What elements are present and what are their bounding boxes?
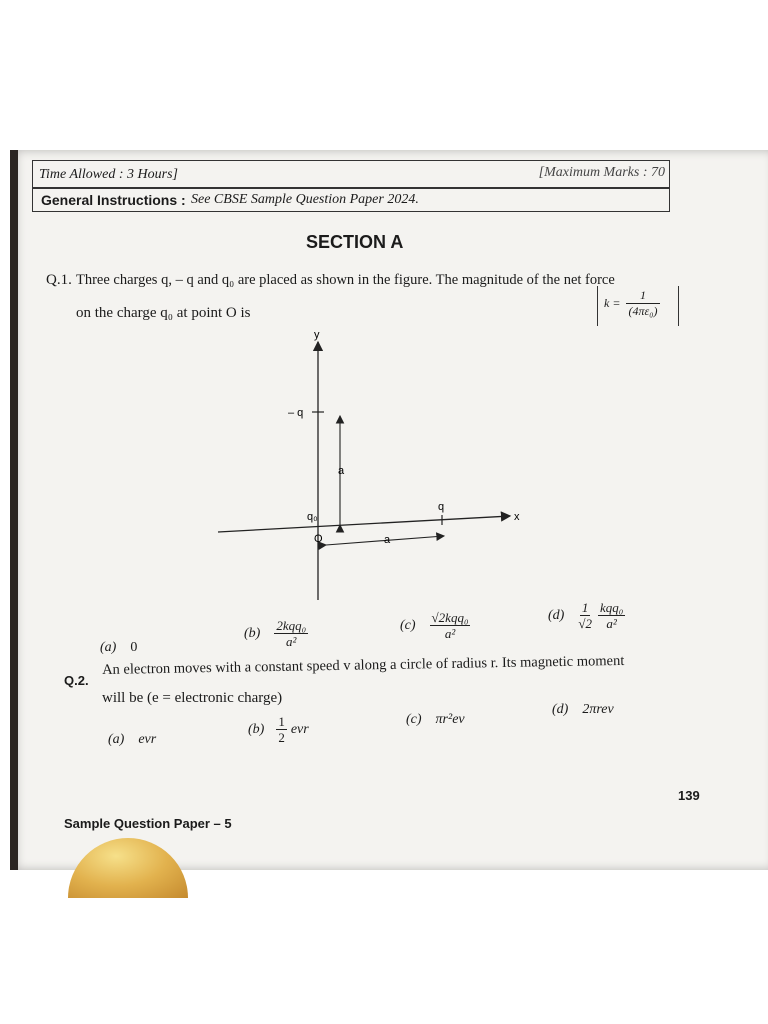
- y-axis-label: y: [314, 330, 320, 341]
- option-label: (b): [248, 722, 265, 738]
- charge-diagram: [210, 330, 530, 605]
- paper-title: Sample Question Paper – 5: [64, 816, 232, 831]
- option-prefactor: [578, 600, 592, 631]
- q0-label: q₀: [307, 511, 318, 523]
- option-value: 0: [130, 640, 138, 655]
- fraction-numerator: 2kqq₀: [276, 618, 307, 633]
- instructions-label: General Instructions :: [41, 192, 186, 208]
- option-value: πr²ev: [435, 712, 465, 727]
- q1-option-a[interactable]: [100, 638, 137, 656]
- header-row-time: [32, 160, 670, 188]
- option-label: (b): [244, 626, 261, 642]
- fraction-numerator: √2kqq₀: [431, 610, 469, 625]
- option-label: (a): [108, 732, 125, 747]
- option-label: (d): [548, 608, 565, 624]
- option-fraction: [430, 610, 471, 641]
- q2-option-c[interactable]: [406, 710, 465, 728]
- hint-fraction: [626, 288, 660, 319]
- instructions-text: See CBSE Sample Question Paper 2024.: [191, 192, 419, 207]
- option-label: (c): [400, 618, 416, 634]
- vertical-distance-label: a: [338, 465, 345, 477]
- q1-option-b[interactable]: [244, 618, 308, 649]
- x-axis: [218, 516, 510, 532]
- constant-hint: [597, 286, 679, 326]
- prefactor-denominator: √2: [578, 616, 592, 631]
- option-fraction: [598, 600, 625, 631]
- q-label: q: [438, 501, 445, 513]
- q2-text-line2: will be (e = electronic charge): [102, 690, 283, 706]
- option-value: evr: [138, 732, 157, 747]
- hint-numerator: 1: [626, 288, 660, 304]
- q2-option-b[interactable]: [248, 714, 309, 745]
- fraction-denominator: a²: [606, 616, 617, 631]
- option-fraction: [274, 618, 308, 649]
- option-value: 2πrev: [582, 702, 614, 717]
- q2-text-line1: An electron moves with a constant speed v along a circle of radius r. Its magnetic moment: [102, 652, 625, 678]
- q1-number: Q.1.: [46, 272, 72, 288]
- fraction-denominator: a²: [286, 634, 297, 649]
- q2-option-d[interactable]: [552, 700, 614, 718]
- option-label: (d): [552, 702, 569, 717]
- option-value: evr: [290, 722, 309, 738]
- x-axis-label: x: [514, 511, 520, 523]
- q1-text-line2: on the charge q₀ at point O is: [76, 305, 251, 321]
- origin-label: O: [314, 533, 323, 545]
- q1-option-c[interactable]: [400, 610, 470, 641]
- header-row-instructions: [32, 188, 670, 212]
- option-label: (a): [100, 640, 117, 655]
- q2-option-a[interactable]: [108, 730, 156, 748]
- fraction-numerator: kqq₀: [599, 600, 624, 615]
- page-number: 139: [678, 788, 700, 803]
- q1-option-d[interactable]: [548, 600, 625, 631]
- fraction-denominator: 2: [278, 730, 285, 745]
- maximum-marks: [Maximum Marks : 70: [538, 165, 665, 180]
- fraction-denominator: a²: [444, 626, 456, 641]
- option-label: (c): [406, 712, 422, 727]
- hint-lhs: k =: [604, 296, 621, 310]
- page-binding-edge: [10, 150, 18, 870]
- q2-number: Q.2.: [64, 673, 89, 688]
- section-title: SECTION A: [306, 232, 404, 252]
- option-fraction: [276, 714, 287, 745]
- hint-denominator: (4πε₀): [628, 304, 658, 318]
- fraction-numerator: 1: [278, 714, 285, 729]
- prefactor-numerator: 1: [581, 600, 589, 615]
- time-allowed: Time Allowed : 3 Hours]: [39, 167, 178, 182]
- minus-q-label: – q: [288, 407, 304, 419]
- q1-text-line1: Three charges q, – q and q₀ are placed as shown in the figure. The magnitude of the net force: [76, 272, 615, 288]
- horizontal-distance-label: a: [384, 534, 391, 546]
